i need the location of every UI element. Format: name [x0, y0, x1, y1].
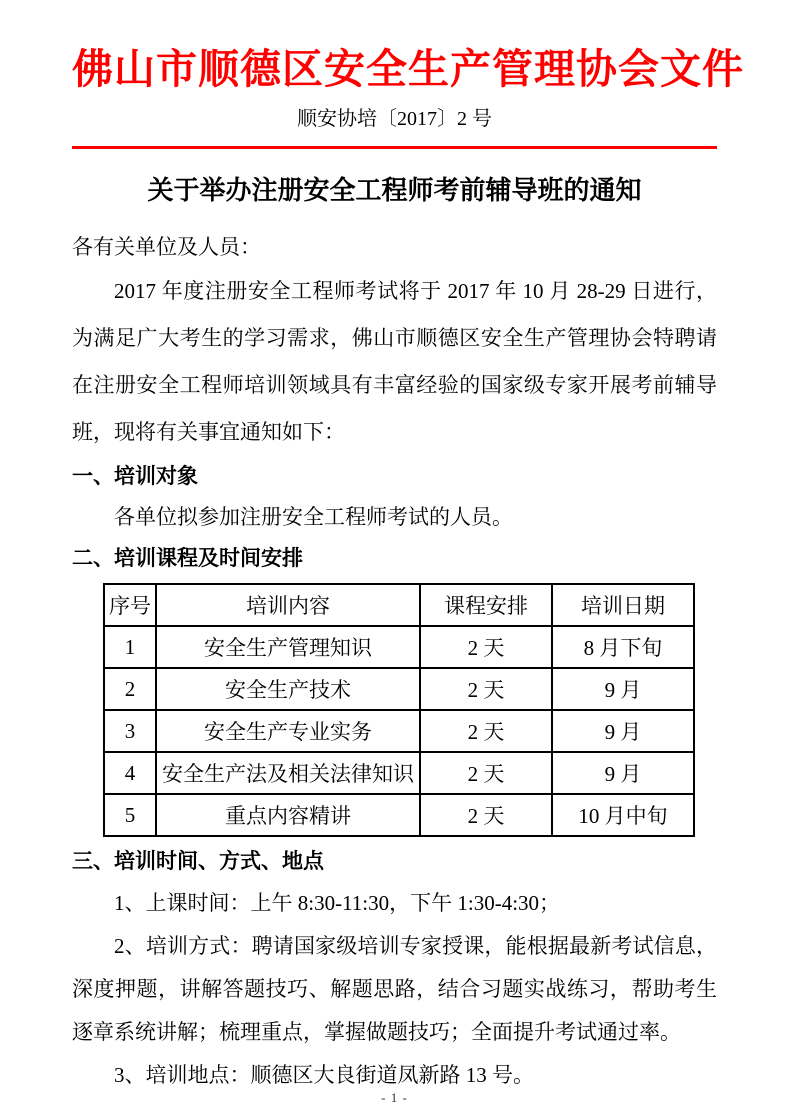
cell-plan: 2 天 [420, 626, 552, 668]
cell-index: 2 [104, 668, 156, 710]
intro-paragraph: 2017 年度注册安全工程师考试将于 2017 年 10 月 28-29 日进行，为满足广大考生的学习需求，佛山市顺德区安全生产管理协会特聘请在注册安全工程师培训领域具有丰富经验的国家级专家开展考前辅导班，现将有关事宜通知如下： [72, 279, 717, 444]
cell-content: 安全生产管理知识 [156, 626, 420, 668]
cell-index: 4 [104, 752, 156, 794]
schedule-table [103, 583, 695, 837]
detail-item-training-location: 3、培训地点：顺德区大良街道凤新路 13 号。 [114, 1063, 534, 1087]
red-divider-line [72, 146, 717, 149]
cell-date: 10 月中旬 [552, 794, 694, 836]
section-heading-training-target: 一、培训对象 [72, 465, 198, 488]
cell-index: 3 [104, 710, 156, 752]
detail-item-class-time: 1、上课时间：上午 8:30-11:30，下午 1:30-4:30； [114, 891, 561, 915]
cell-date: 9 月 [552, 668, 694, 710]
cell-date: 9 月 [552, 710, 694, 752]
cell-content: 重点内容精讲 [156, 794, 420, 836]
cell-content: 安全生产技术 [156, 668, 420, 710]
cell-content: 安全生产专业实务 [156, 710, 420, 752]
table-row [104, 752, 694, 794]
table-header-row [104, 584, 694, 626]
column-header-index: 序号 [104, 584, 156, 626]
cell-plan: 2 天 [420, 794, 552, 836]
red-header-title: 佛山市顺德区安全生产管理协会文件 [72, 46, 744, 92]
table-row [104, 710, 694, 752]
cell-index: 5 [104, 794, 156, 836]
document-number: 顺安协培〔2017〕2 号 [297, 108, 492, 130]
page-number: - 1 - [381, 1090, 408, 1105]
table-row [104, 668, 694, 710]
cell-index: 1 [104, 626, 156, 668]
column-header-plan: 课程安排 [420, 584, 552, 626]
notice-title: 关于举办注册安全工程师考前辅导班的通知 [147, 175, 642, 205]
table-row [104, 794, 694, 836]
column-header-date: 培训日期 [552, 584, 694, 626]
cell-plan: 2 天 [420, 752, 552, 794]
cell-date: 8 月下旬 [552, 626, 694, 668]
training-target-body: 各单位拟参加注册安全工程师考试的人员。 [114, 505, 513, 529]
cell-date: 9 月 [552, 752, 694, 794]
cell-plan: 2 天 [420, 710, 552, 752]
cell-content: 安全生产法及相关法律知识 [156, 752, 420, 794]
salutation-line: 各有关单位及人员： [72, 235, 261, 259]
table-row [104, 626, 694, 668]
column-header-content: 培训内容 [156, 584, 420, 626]
detail-item-training-method: 2、培训方式：聘请国家级培训专家授课，能根据最新考试信息，深度押题，讲解答题技巧、解题思路，结合习题实战练习，帮助考生逐章系统讲解；梳理重点，掌握做题技巧；全面提升考试通过率。 [72, 934, 717, 1044]
section-heading-schedule: 二、培训课程及时间安排 [72, 547, 303, 570]
cell-plan: 2 天 [420, 668, 552, 710]
section-heading-details: 三、培训时间、方式、地点 [72, 850, 324, 873]
